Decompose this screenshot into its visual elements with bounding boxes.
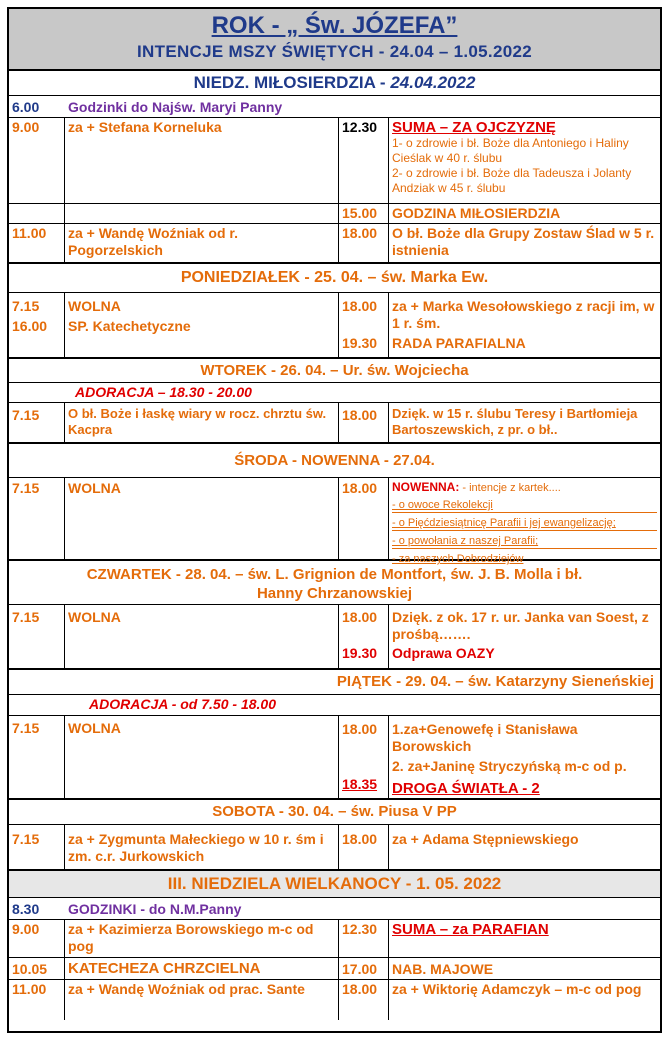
intention: GODZINKI - do N.M.Panny: [68, 901, 242, 917]
schedule-row: [9, 980, 660, 1020]
time: 7.15: [9, 478, 65, 559]
schedule-row: [9, 920, 660, 958]
schedule-row: [9, 224, 660, 262]
time-cell: [339, 716, 389, 798]
time: 18.35: [342, 776, 378, 792]
intention: za + Wandę Woźniak od r. Pogorzelskich: [65, 224, 339, 262]
header-date: 24.04.2022: [390, 73, 476, 92]
title-year: ROK - „ Św. JÓZEFA”: [211, 12, 458, 39]
intention: SUMA – za PARAFIAN: [392, 921, 549, 938]
time: 18.00: [339, 980, 389, 1020]
time: 7.15: [9, 825, 65, 869]
adoration-note: ADORACJA - od 7.50 - 18.00: [9, 695, 660, 716]
schedule-row: [9, 118, 660, 204]
day-header: [9, 71, 660, 96]
novena-line: [392, 480, 657, 495]
schedule-row: [9, 403, 660, 442]
section-monday: [9, 264, 660, 359]
day-header: WTOREK - 26. 04. – Ur. św. Wojciecha: [9, 359, 660, 383]
time: 7.15: [9, 716, 65, 798]
time: 11.00: [9, 980, 65, 1020]
sub-intention: 2- o zdrowie i bł. Boże dla Tadeusza i Jolanty Andziak w 45 r. ślubu: [392, 166, 632, 195]
novena-item: - za naszych Dobrodziejów: [392, 553, 524, 565]
intention: DROGA ŚWIATŁA - 2: [392, 780, 540, 797]
intention-cell: [389, 605, 660, 668]
time: 9.00: [9, 920, 65, 957]
time: 18.00: [342, 609, 378, 625]
time: 18.00: [339, 224, 389, 262]
mass-schedule: [7, 7, 662, 1033]
intention: Dzięk. z ok. 17 r. ur. Janka van Soest, z prośbą…….: [392, 609, 649, 642]
intention: Dzięk. w 15 r. ślubu Teresy i Bartłomieja Bartoszewskich, z pr. o bł..: [392, 406, 638, 437]
time: 6.00: [12, 99, 40, 115]
header-text: NIEDZ. MIŁOSIERDZIA -: [193, 73, 391, 92]
time: 15.00: [339, 204, 389, 223]
intention: GODZINA MIŁOSIERDZIA: [392, 205, 561, 221]
intention: KATECHEZA CHRZCIELNA: [65, 958, 339, 979]
intention: za + Kazimierza Borowskiego m-c od pog: [65, 920, 339, 957]
intention: za + Stefana Korneluka: [65, 118, 339, 203]
intention-cell: [389, 293, 660, 357]
day-header: PONIEDZIAŁEK - 25. 04. – św. Marka Ew.: [9, 264, 660, 293]
section-friday: [9, 670, 660, 800]
novena-cell: [389, 478, 660, 565]
time: 7.15: [9, 605, 65, 668]
suma-title: SUMA – ZA OJCZYZNĘ: [392, 119, 556, 136]
section-tuesday: [9, 359, 660, 444]
time: 17.00: [339, 958, 389, 979]
intention: O bł. Boże i łaskę wiary w rocz. chrztu św. Kacpra: [65, 403, 339, 442]
intention: NAB. MAJOWE: [392, 961, 494, 977]
time: 19.30: [342, 645, 378, 661]
intention: 1.za+Genowefę i Stanisława Borowskich: [392, 721, 578, 754]
adoration-note: ADORACJA – 18.30 - 20.00: [9, 383, 660, 403]
empty-cell: [65, 204, 339, 223]
intention: WOLNA: [65, 716, 339, 798]
intention: RADA PARAFIALNA: [392, 335, 526, 351]
intention: WOLNA: [65, 478, 339, 559]
time: 9.00: [9, 118, 65, 203]
schedule-row: [9, 825, 660, 869]
schedule-row: [9, 204, 660, 224]
intention-cell: [389, 118, 660, 203]
time: 18.00: [339, 825, 389, 869]
intention: SP. Katechetyczne: [68, 318, 191, 334]
time: 12.30: [339, 920, 389, 957]
time-cell: [339, 293, 389, 357]
time: 7.15: [12, 298, 40, 314]
day-header: ŚRODA - NOWENNA - 27.04.: [9, 444, 660, 478]
time: 16.00: [12, 318, 48, 334]
novena-item: - o owoce Rekolekcji: [392, 499, 657, 513]
title-intentions: INTENCJE MSZY ŚWIĘTYCH - 24.04 – 1.05.2022: [137, 42, 532, 61]
time: 18.00: [339, 403, 389, 442]
time: 18.00: [342, 721, 378, 737]
schedule-row: [9, 716, 660, 798]
time: 12.30: [339, 118, 389, 203]
time-cell: [9, 293, 65, 357]
day-header: III. NIEDZIELA WIELKANOCY - 1. 05. 2022: [9, 871, 660, 898]
section-sunday-2: [9, 871, 660, 1020]
section-wednesday: [9, 444, 660, 565]
time: 8.30: [12, 901, 40, 917]
novena-title: NOWENNA:: [392, 480, 460, 494]
intention: 2. za+Janinę Stryczyńską m-c od p.: [392, 758, 627, 774]
day-header: CZWARTEK - 28. 04. – św. L. Grignion de Montfort, św. J. B. Molla i bł. Hanny Chrzanowskiej: [9, 561, 660, 605]
time: 10.05: [9, 958, 65, 979]
time: 11.00: [9, 224, 65, 262]
schedule-row: [9, 478, 660, 565]
novena-item: - o powołania z naszej Parafii;: [392, 535, 657, 549]
intention: za + Zygmunta Małeckiego w 10 r. śm i zm. c.r. Jurkowskich: [65, 825, 339, 869]
time: 18.00: [342, 298, 378, 314]
day-header: SOBOTA - 30. 04. – św. Piusa V PP: [9, 800, 660, 825]
intention-cell: [65, 293, 339, 357]
intention: za + Wandę Woźniak od prac. Sante: [65, 980, 339, 1020]
intention: Odprawa OAZY: [392, 645, 495, 661]
schedule-row: [9, 293, 660, 357]
section-sunday: [9, 71, 660, 264]
intention-cell: [389, 716, 660, 798]
intention: za + Wiktorię Adamczyk – m-c od pog: [392, 981, 642, 997]
time-cell: [339, 605, 389, 668]
intention: za + Adama Stępniewskiego: [392, 831, 579, 847]
time: 19.30: [342, 335, 378, 351]
novena-rest: - intencje z kartek....: [459, 482, 561, 494]
time: 7.15: [9, 403, 65, 442]
schedule-row: [9, 958, 660, 980]
intention: Godzinki do Najśw. Maryi Panny: [68, 99, 283, 115]
intention: WOLNA: [68, 298, 121, 314]
section-thursday: [9, 561, 660, 670]
empty-cell: [9, 204, 65, 223]
schedule-row: [9, 898, 660, 920]
sub-intention: 1- o zdrowie i bł. Boże dla Antoniego i Haliny Cieślak w 40 r. ślubu: [392, 136, 629, 165]
page-title: [9, 9, 660, 71]
intention: WOLNA: [65, 605, 339, 668]
novena-item: - o Pięćdziesiątnicę Parafii i jej ewangelizację;: [392, 517, 657, 531]
section-saturday: [9, 800, 660, 871]
schedule-row: [9, 605, 660, 668]
intention: O bł. Boże dla Grupy Zostaw Ślad w 5 r. istnienia: [392, 225, 655, 258]
time: 18.00: [339, 478, 389, 559]
intention: za + Marka Wesołowskiego z racji im, w 1 r. śm.: [392, 298, 655, 331]
day-header: PIĄTEK - 29. 04. – św. Katarzyny Sieneńskiej: [9, 670, 660, 695]
schedule-row: [9, 96, 660, 118]
